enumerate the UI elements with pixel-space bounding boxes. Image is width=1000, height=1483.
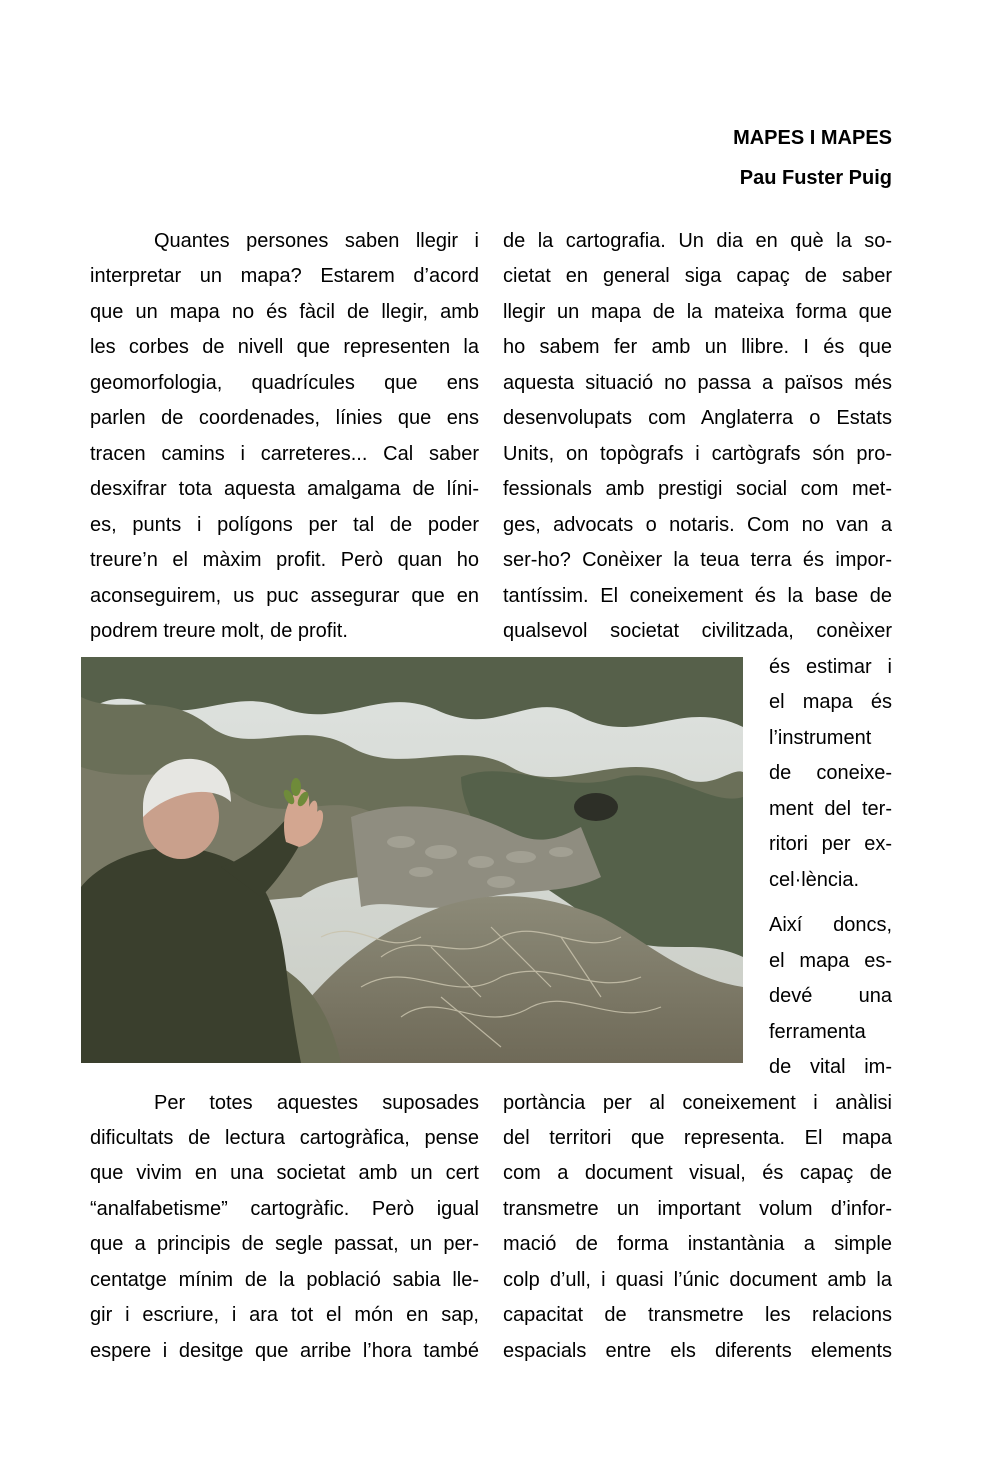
text-line: tantíssim. El coneixement és la base de xyxy=(503,585,892,607)
text-line: ser-ho? Conèixer la teua terra és impor- xyxy=(503,549,892,571)
text-line: que a principis de segle passat, un per- xyxy=(90,1233,479,1255)
text-line: desenvolupats com Anglaterra o Estats xyxy=(503,407,892,429)
text-line: qualsevol societat civilitzada, conèixer xyxy=(503,620,892,642)
text-line: desxifrar tota aquesta amalgama de líni- xyxy=(90,478,479,500)
text-line: Per totes aquestes suposades xyxy=(154,1092,479,1114)
text-line: Quantes persones saben llegir i xyxy=(154,230,479,252)
text-line: ritori per ex- xyxy=(769,833,892,855)
text-line: portància per al coneixement i anàlisi xyxy=(503,1092,892,1114)
text-line: el mapa és xyxy=(769,691,892,713)
text-line: aquesta situació no passa a països més xyxy=(503,372,892,394)
text-line: que vivim en una societat amb un cert xyxy=(90,1162,479,1184)
text-line: gir i escriure, i ara tot el món en sap, xyxy=(90,1304,479,1326)
text-line: Així doncs, xyxy=(769,914,892,936)
text-line: tracen camins i carreteres... Cal saber xyxy=(90,443,479,465)
text-line: llegir un mapa de la mateixa forma que xyxy=(503,301,892,323)
text-line: es, punts i polígons per tal de poder xyxy=(90,514,479,536)
text-line: treure’n el màxim profit. Però quan ho xyxy=(90,549,479,571)
article-author: Pau Fuster Puig xyxy=(739,167,892,189)
text-line: com a document visual, és capaç de xyxy=(503,1162,892,1184)
text-line: dificultats de lectura cartogràfica, pense xyxy=(90,1127,479,1149)
text-line: mació de forma instantània a simple xyxy=(503,1233,892,1255)
text-line: l’instrument xyxy=(769,727,872,749)
text-line: les corbes de nivell que representen la xyxy=(90,336,479,358)
text-line: “analfabetisme” cartogràfic. Però igual xyxy=(90,1198,479,1220)
text-line: colp d’ull, i quasi l’únic document amb la xyxy=(503,1269,892,1291)
text-line: ferramenta xyxy=(769,1021,866,1043)
text-line: que un mapa no és fàcil de llegir, amb xyxy=(90,301,479,323)
text-line: parlen de coordenades, línies que ens xyxy=(90,407,479,429)
text-line: espere i desitge que arribe l’hora també xyxy=(90,1340,479,1362)
text-line: interpretar un mapa? Estarem d’acord xyxy=(90,265,479,287)
article-title: MAPES I MAPES xyxy=(733,127,892,149)
text-line: espacials entre els diferents elements xyxy=(503,1340,892,1362)
text-line: cel·lència. xyxy=(769,869,860,891)
text-line: és estimar i xyxy=(769,656,892,678)
text-line: del territori que representa. El mapa xyxy=(503,1127,892,1149)
text-line: geomorfologia, quadrícules que ens xyxy=(90,372,479,394)
text-line: el mapa es- xyxy=(769,950,892,972)
text-line: ho sabem fer amb un llibre. I és que xyxy=(503,336,892,358)
text-line: aconseguirem, us puc assegurar que en xyxy=(90,585,479,607)
text-line: cietat en general siga capaç de saber xyxy=(503,265,892,287)
text-line: transmetre un important volum d’infor- xyxy=(503,1198,892,1220)
text-line: podrem treure molt, de profit. xyxy=(90,620,348,642)
text-line: devé una xyxy=(769,985,892,1007)
text-line: Units, on topògrafs i cartògrafs són pro- xyxy=(503,443,892,465)
text-line: centatge mínim de la població sabia lle- xyxy=(90,1269,479,1291)
text-line: fessionals amb prestigi social com met- xyxy=(503,478,892,500)
text-line: capacitat de transmetre les relacions xyxy=(503,1304,892,1326)
landscape-photo xyxy=(81,657,743,1063)
text-line: de coneixe- xyxy=(769,762,892,784)
text-line: de vital im- xyxy=(769,1056,892,1078)
text-line: de la cartografia. Un dia en què la so- xyxy=(503,230,892,252)
text-line: ment del ter- xyxy=(769,798,892,820)
text-line: ges, advocats o notaris. Com no van a xyxy=(503,514,892,536)
